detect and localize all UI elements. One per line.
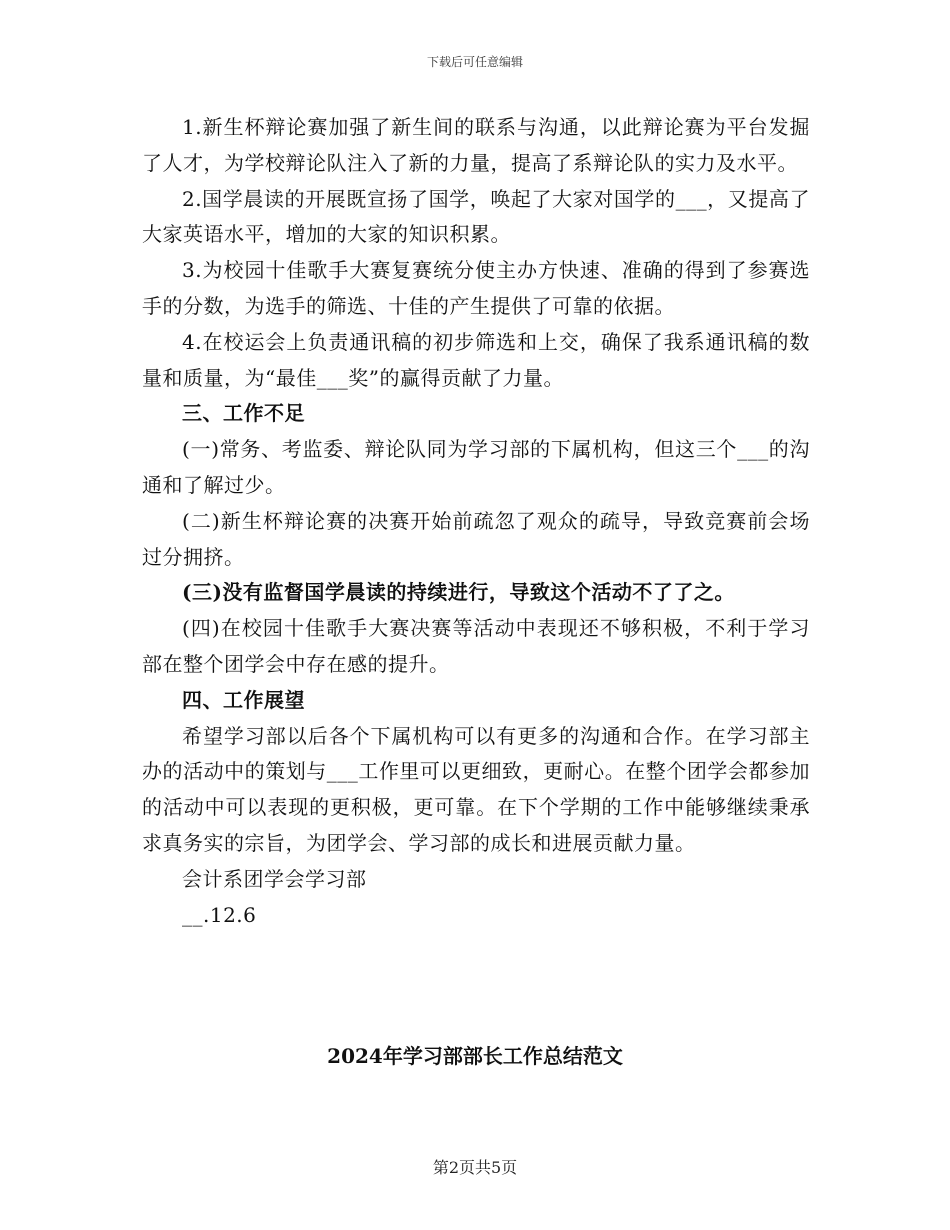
document-body — [142, 110, 810, 933]
paragraph-shortcoming-2: (二)新生杯辩论赛的决赛开始前疏忽了观众的疏导，导致竞赛前会场过分拥挤。 — [142, 508, 810, 569]
paragraph-achievement-1: 1.新生杯辩论赛加强了新生间的联系与沟通，以此辩论赛为平台发掘了人才，为学校辩论队注入了新的力量，提高了系辩论队的实力及水平。 — [142, 115, 810, 175]
page-header: 下载后可任意编辑 — [426, 55, 523, 69]
paragraph-shortcoming-1: (一)常务、考监委、辩论队同为学习部的下属机构，但这三个___的沟通和了解过少。 — [142, 437, 810, 497]
paragraph-shortcoming-4: (四)在校园十佳歌手大赛决赛等活动中表现还不够积极，不利于学习部在整个团学会中存在感的提升。 — [142, 616, 810, 676]
paragraph-shortcoming-3: (三)没有监督国学晨读的持续进行，导致这个活动不了了之。 — [182, 580, 735, 605]
paragraph-achievement-2: 2.国学晨读的开展既宣扬了国学，唤起了大家对国学的___，又提高了大家英语水平，增加的大家的知识积累。 — [142, 186, 810, 247]
paragraph-outlook: 希望学习部以后各个下属机构可以有更多的沟通和合作。在学习部主办的活动中的策划与___工作里可以更细致，更耐心。在整个团学会都参加的活动中可以表现的更积极，更可靠。在下个学期的工作中能够继续秉承求真务实的宗旨，为团学会、学习部的成长和进展贡献力量。 — [142, 723, 810, 855]
paragraph-achievement-4: 4.在校运会上负责通讯稿的初步筛选和上交，确保了我系通讯稿的数量和质量，为“最佳___奖”的赢得贡献了力量。 — [142, 329, 810, 390]
signature-date: __.12.6 — [182, 902, 257, 927]
section-heading-outlook: 四、工作展望 — [182, 687, 305, 712]
paragraph-achievement-3: 3.为校园十佳歌手大赛复赛统分使主办方快速、准确的得到了参赛选手的分数，为选手的筛选、十佳的产生提供了可靠的依据。 — [142, 258, 810, 318]
page-footer: 第2页共5页 — [432, 1158, 518, 1177]
section-heading-shortcomings: 三、工作不足 — [182, 401, 305, 426]
next-document-title: 2024年学习部部长工作总结范文 — [327, 1044, 623, 1068]
signature-organization: 会计系团学会学习部 — [182, 866, 367, 891]
